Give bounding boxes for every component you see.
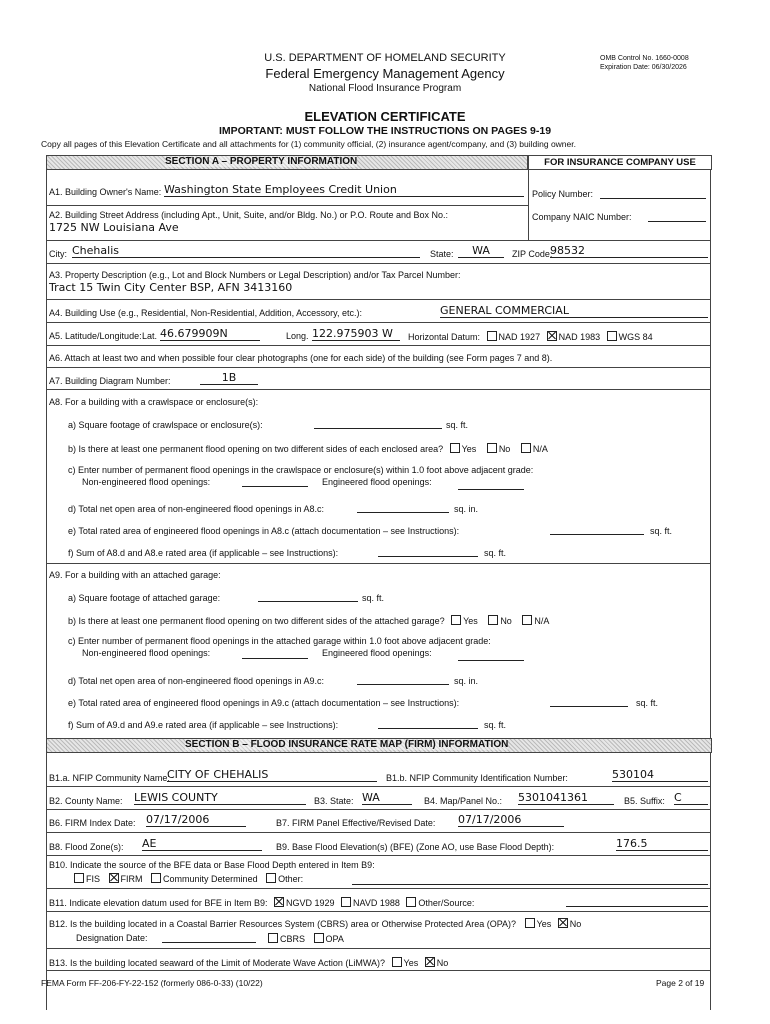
b11-navd1988-label: NAVD 1988 <box>353 898 400 908</box>
a2-address-field[interactable]: 1725 NW Louisiana Ave <box>49 221 179 234</box>
cbrs-checkbox[interactable] <box>268 933 278 943</box>
wgs84-checkbox[interactable] <box>607 331 617 341</box>
agency-dept: U.S. DEPARTMENT OF HOMELAND SECURITY <box>264 52 506 64</box>
b12-no-label: No <box>569 919 582 929</box>
divider <box>46 809 710 810</box>
a7-label: A7. Building Diagram Number: <box>49 376 171 386</box>
b10-firm-label: FIRM <box>120 874 143 884</box>
designation-date-label: Designation Date: <box>76 933 148 943</box>
a8c-label: c) Enter number of permanent flood openings in the crawlspace or enclosure(s) within 1.0 foot above adjacent grade: <box>68 465 534 475</box>
b1b-community-id-field[interactable]: 530104 <box>612 768 708 782</box>
a8c-non-eng-label: Non-engineered flood openings: <box>82 477 211 487</box>
naic-field[interactable] <box>648 211 706 222</box>
a6-text: A6. Attach at least two and when possible four clear photographs (one for each side) of the building (see Form pages 7 and 8). <box>49 353 553 363</box>
a8f-field[interactable] <box>378 546 478 557</box>
b5-suffix-field[interactable]: C <box>674 791 708 805</box>
copy-note: Copy all pages of this Elevation Certificate and all attachments for (1) community official, (2) insurance agent/company, and (3) building owner. <box>41 139 576 149</box>
b3-state-field[interactable]: WA <box>362 791 412 805</box>
b11-other-label: Other/Source: <box>418 898 475 908</box>
nad1983-checkbox[interactable] <box>547 331 557 341</box>
divider <box>46 389 710 390</box>
divider <box>46 263 710 264</box>
b5-label: B5. Suffix: <box>624 796 665 806</box>
b10-other-field[interactable] <box>352 874 708 885</box>
a8e-label: e) Total rated area of engineered flood openings in A8.c (attach documentation – see Instructions): <box>68 526 460 536</box>
b10-other-label: Other: <box>278 874 304 884</box>
a9b-label <box>68 615 549 626</box>
latitude-field[interactable]: 46.679909N <box>160 327 260 341</box>
state-label: State: <box>430 249 454 259</box>
b11-other-checkbox[interactable] <box>406 897 416 907</box>
b9-label: B9. Base Flood Elevation(s) (BFE) (Zone AO, use Base Flood Depth): <box>276 842 555 852</box>
divider <box>46 345 710 346</box>
important-note: IMPORTANT: MUST FOLLOW THE INSTRUCTIONS ON PAGES 9-19 <box>218 125 552 137</box>
divider <box>46 322 710 323</box>
city-label: City: <box>49 249 67 259</box>
divider <box>46 299 710 300</box>
a8c-eng-label: Engineered flood openings: <box>322 477 432 487</box>
datum-label-text: Horizontal Datum: <box>408 332 481 342</box>
page-number: Page 2 of 19 <box>656 978 705 988</box>
a8a-field[interactable] <box>314 418 442 429</box>
a8b-na-checkbox[interactable] <box>521 443 531 453</box>
b4-label: B4. Map/Panel No.: <box>424 796 503 806</box>
a9a-unit: sq. ft. <box>362 593 385 603</box>
b7-label: B7. FIRM Panel Effective/Revised Date: <box>276 818 436 828</box>
a9f-unit: sq. ft. <box>484 720 507 730</box>
b3-label: B3. State: <box>314 796 354 806</box>
b11-label <box>49 897 474 908</box>
a8b-no-label: No <box>498 444 511 454</box>
a9b-na-label: N/A <box>534 616 550 626</box>
a9a-field[interactable] <box>258 591 358 602</box>
city-field[interactable]: Chehalis <box>72 244 420 258</box>
designation-date-field[interactable] <box>162 932 256 943</box>
opa-checkbox[interactable] <box>314 933 324 943</box>
long-label: Long. <box>286 331 309 341</box>
datum-label <box>408 331 653 342</box>
b4-map-panel-field[interactable]: 5301041361 <box>518 791 614 805</box>
section-a-title: SECTION A – PROPERTY INFORMATION <box>165 156 358 167</box>
a9d-label: d) Total net open area of non-engineered flood openings in A9.c: <box>68 676 325 686</box>
a9b-no-label: No <box>500 616 512 626</box>
omb-number: OMB Control No. 1660-0008 <box>600 55 689 62</box>
b12-question: B12. Is the building located in a Coastal Barrier Resources System (CBRS) area or Otherwise Protected Area (OPA)? <box>49 919 517 929</box>
b12-no-checkbox[interactable] <box>558 918 568 928</box>
b13-label <box>49 957 448 968</box>
page-title: ELEVATION CERTIFICATE <box>304 109 466 124</box>
b11-ngvd1929-label: NGVD 1929 <box>285 898 335 908</box>
b10-fis-label: FIS <box>86 874 101 884</box>
a9e-label: e) Total rated area of engineered flood openings in A9.c (attach documentation – see Instructions): <box>68 698 460 708</box>
b10-community-checkbox[interactable] <box>151 873 161 883</box>
a9f-label: f) Sum of A9.d and A9.e rated area (if applicable – see Instructions): <box>68 720 339 730</box>
nad1983-label: NAD 1983 <box>558 332 601 342</box>
a8f-unit: sq. ft. <box>484 548 507 558</box>
a4-building-use-field[interactable]: GENERAL COMMERCIAL <box>440 304 708 318</box>
a5-label: A5. Latitude/Longitude: <box>49 331 142 341</box>
a8c-non-eng-field[interactable] <box>242 476 308 487</box>
a9c-eng-field[interactable] <box>458 650 524 661</box>
b12-label <box>49 918 581 929</box>
nad1927-checkbox[interactable] <box>487 331 497 341</box>
a8d-label: d) Total net open area of non-engineered flood openings in A8.c: <box>68 504 325 514</box>
a9e-field[interactable] <box>550 696 628 707</box>
b1a-label: B1.a. NFIP Community Name: <box>49 773 170 783</box>
divider <box>46 240 710 241</box>
a9b-yes-checkbox[interactable] <box>451 615 461 625</box>
a8f-label: f) Sum of A8.d and A8.e rated area (if applicable – see Instructions): <box>68 548 339 558</box>
frame-right <box>710 170 711 1010</box>
a9a-label: a) Square footage of attached garage: <box>68 593 221 603</box>
a8-label: A8. For a building with a crawlspace or enclosure(s): <box>49 397 259 407</box>
a8b-label <box>68 443 548 454</box>
b12-yes-checkbox[interactable] <box>525 918 535 928</box>
divider <box>46 367 710 368</box>
a9d-unit: sq. in. <box>454 676 479 686</box>
divider <box>46 205 528 206</box>
divider <box>46 563 710 564</box>
a9b-no-checkbox[interactable] <box>488 615 498 625</box>
b13-yes-checkbox[interactable] <box>392 957 402 967</box>
b2-county-field[interactable]: LEWIS COUNTY <box>134 791 306 805</box>
b10-label: B10. Indicate the source of the BFE data or Base Flood Depth entered in Item B9: <box>49 860 375 870</box>
b10-fis-checkbox[interactable] <box>74 873 84 883</box>
policy-number-label: Policy Number: <box>532 189 594 199</box>
a9f-field[interactable] <box>378 718 478 729</box>
a2-label: A2. Building Street Address (including Apt., Unit, Suite, and/or Bldg. No.) or P.O. Route and Box No.: <box>49 210 449 220</box>
opa-label: OPA <box>325 934 344 944</box>
section-b-title: SECTION B – FLOOD INSURANCE RATE MAP (FIRM) INFORMATION <box>185 739 509 750</box>
a9d-field[interactable] <box>357 674 449 685</box>
a8b-yes-checkbox[interactable] <box>450 443 460 453</box>
a3-description-field[interactable]: Tract 15 Twin City Center BSP, AFN 3413160 <box>49 281 293 294</box>
longitude-field[interactable]: 122.975903 W <box>312 327 400 341</box>
divider <box>46 786 710 787</box>
wgs84-label: WGS 84 <box>618 332 653 342</box>
a9e-unit: sq. ft. <box>636 698 659 708</box>
insurance-use-header: FOR INSURANCE COMPANY USE <box>528 155 712 170</box>
b7-firm-panel-date-field[interactable]: 07/17/2006 <box>458 813 564 827</box>
a8b-question: b) Is there at least one permanent flood opening on two different sides of each enclosed area? <box>68 444 444 454</box>
agency-name: Federal Emergency Management Agency <box>265 66 505 81</box>
b11-navd1988-checkbox[interactable] <box>341 897 351 907</box>
b10-community-label: Community Determined <box>163 874 258 884</box>
a8b-na-label: N/A <box>532 444 548 454</box>
b12-cbrs-opa <box>264 933 344 944</box>
a9c-non-eng-label: Non-engineered flood openings: <box>82 648 211 658</box>
a9c-label: c) Enter number of permanent flood openings in the attached garage within 1.0 foot above adjacent grade: <box>68 636 491 646</box>
b13-yes-label: Yes <box>403 958 419 968</box>
a8e-field[interactable] <box>550 524 644 535</box>
program-name: National Flood Insurance Program <box>308 83 462 94</box>
divider <box>46 948 710 949</box>
a1-owner-field[interactable]: Washington State Employees Credit Union <box>164 183 524 197</box>
a1-label: A1. Building Owner's Name: <box>49 187 162 197</box>
section-a-header <box>46 155 528 170</box>
a7-diagram-field[interactable]: 1B <box>200 371 258 385</box>
a9b-yes-label: Yes <box>463 616 478 626</box>
naic-label: Company NAIC Number: <box>532 212 632 222</box>
a8a-unit: sq. ft. <box>446 420 469 430</box>
b6-label: B6. FIRM Index Date: <box>49 818 136 828</box>
divider <box>46 911 710 912</box>
b8-flood-zone-field[interactable]: AE <box>142 837 262 851</box>
lat-label: Lat. <box>142 331 158 341</box>
b10-other-checkbox[interactable] <box>266 873 276 883</box>
a8d-field[interactable] <box>357 502 449 513</box>
a9b-question: b) Is there at least one permanent flood opening on two different sides of the attached garage? <box>68 616 445 626</box>
b13-no-checkbox[interactable] <box>425 957 435 967</box>
b8-label: B8. Flood Zone(s): <box>49 842 124 852</box>
frame-left <box>46 170 47 1010</box>
policy-number-field[interactable] <box>600 188 706 199</box>
a8e-unit: sq. ft. <box>650 526 673 536</box>
b11-question: B11. Indicate elevation datum used for BFE in Item B9: <box>49 898 268 908</box>
b13-question: B13. Is the building located seaward of the Limit of Moderate Wave Action (LiMWA)? <box>49 958 385 968</box>
a3-label: A3. Property Description (e.g., Lot and Block Numbers or Legal Description) and/or Tax Parcel Number: <box>49 270 461 280</box>
insurance-divider <box>528 170 529 240</box>
b1b-label: B1.b. NFIP Community Identification Number: <box>386 773 568 783</box>
b2-label: B2. County Name: <box>49 796 123 806</box>
b1a-community-name-field[interactable]: CITY OF CHEHALIS <box>167 768 377 782</box>
b10-options <box>70 873 303 884</box>
section-b-header <box>46 738 712 753</box>
divider <box>46 970 710 971</box>
b10-firm-checkbox[interactable] <box>109 873 119 883</box>
state-field[interactable]: WA <box>458 244 504 258</box>
expiration-date: Expiration Date: 06/30/2026 <box>600 64 687 71</box>
cbrs-label: CBRS <box>280 934 306 944</box>
a9b-na-checkbox[interactable] <box>522 615 532 625</box>
divider <box>46 832 710 833</box>
a8b-yes-label: Yes <box>461 444 477 454</box>
a4-label: A4. Building Use (e.g., Residential, Non-Residential, Addition, Accessory, etc.): <box>49 308 362 318</box>
b6-firm-index-date-field[interactable]: 07/17/2006 <box>146 813 246 827</box>
a8d-unit: sq. in. <box>454 504 479 514</box>
nad1927-label: NAD 1927 <box>498 332 541 342</box>
b9-bfe-field[interactable]: 176.5 <box>616 837 708 851</box>
a9c-non-eng-field[interactable] <box>242 648 308 659</box>
a8c-eng-field[interactable] <box>458 479 524 490</box>
b11-ngvd1929-checkbox[interactable] <box>274 897 284 907</box>
b12-yes-label: Yes <box>536 919 552 929</box>
zip-label: ZIP Code: <box>512 249 553 259</box>
a9-label: A9. For a building with an attached garage: <box>49 570 221 580</box>
a8a-label: a) Square footage of crawlspace or enclosure(s): <box>68 420 263 430</box>
divider <box>46 855 710 856</box>
a8b-no-checkbox[interactable] <box>487 443 497 453</box>
form-number: FEMA Form FF-206-FY-22-152 (formerly 086-0-33) (10/22) <box>41 978 263 988</box>
b13-no-label: No <box>436 958 449 968</box>
zip-field[interactable]: 98532 <box>550 244 708 258</box>
a9c-eng-label: Engineered flood openings: <box>322 648 432 658</box>
divider <box>46 888 710 889</box>
b11-other-field[interactable] <box>566 896 708 907</box>
